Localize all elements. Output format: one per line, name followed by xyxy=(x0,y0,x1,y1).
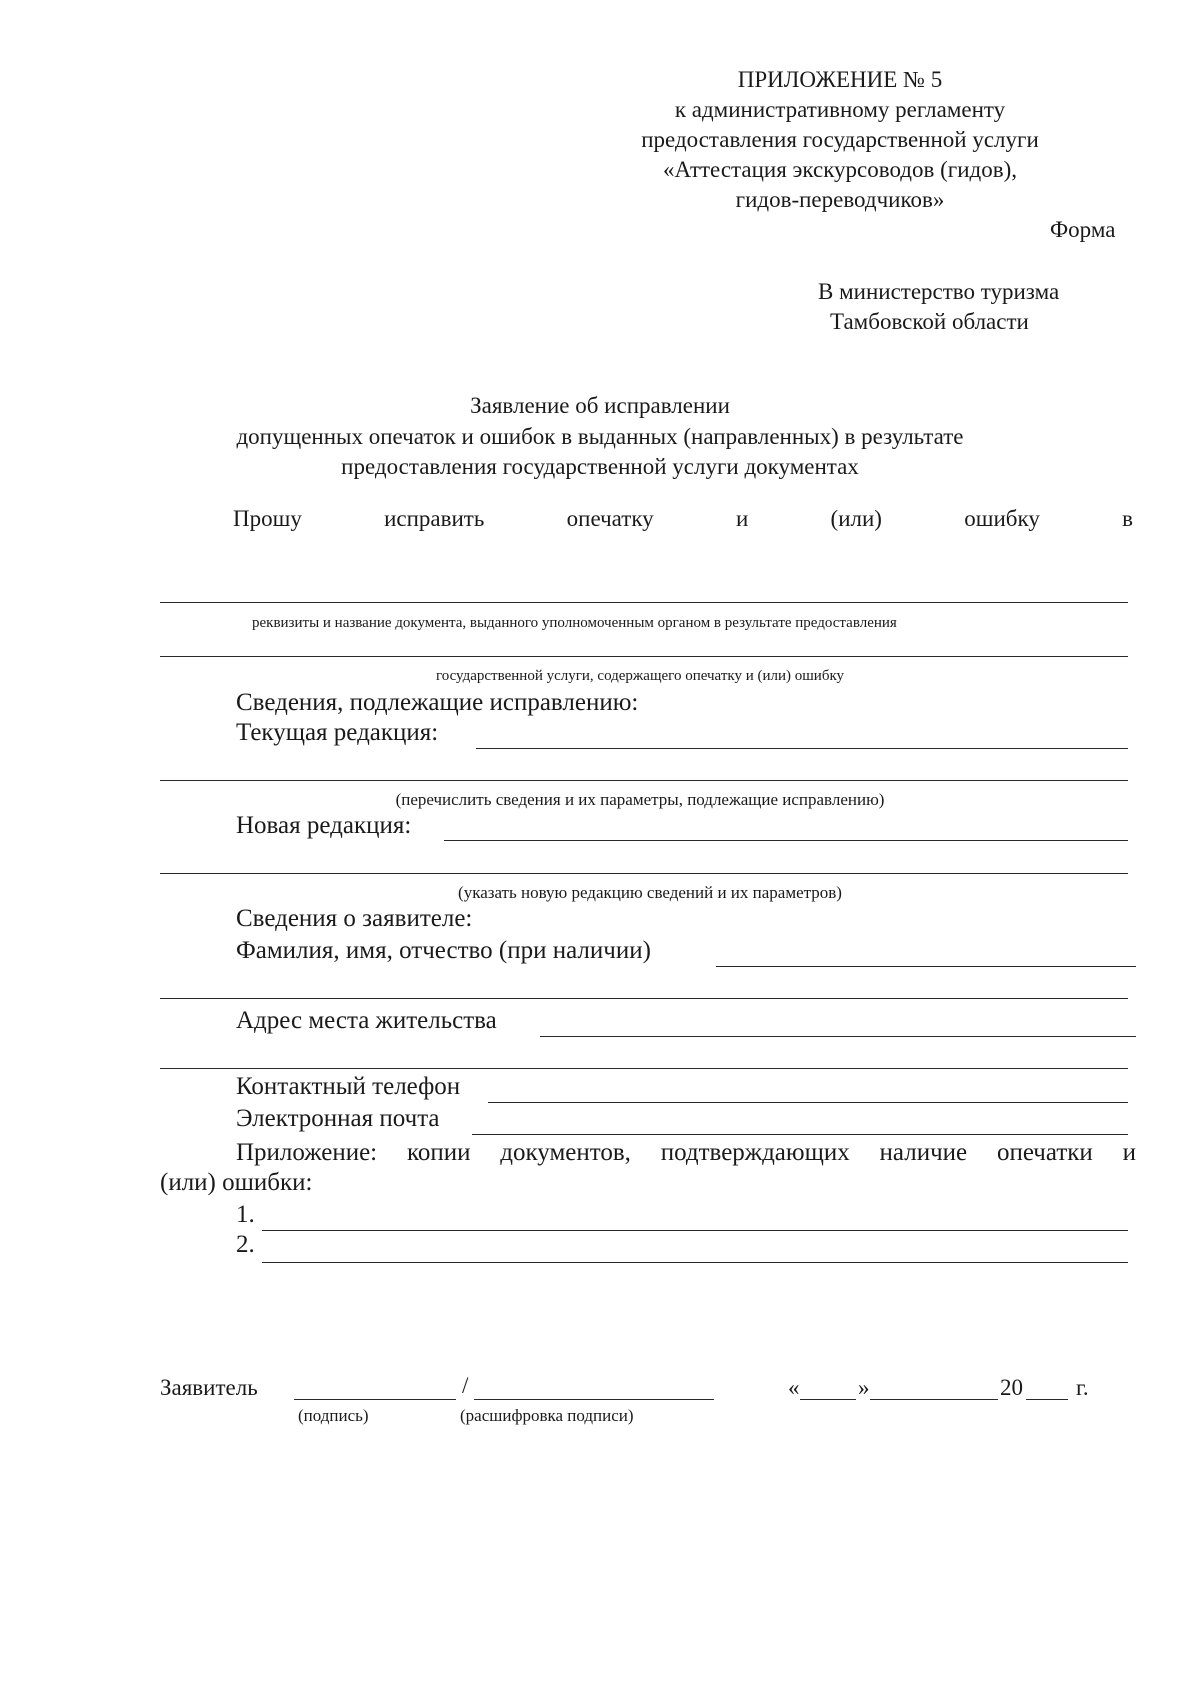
attachment-item-1-number: 1. xyxy=(236,1201,255,1228)
title-line-1: Заявление об исправлении xyxy=(470,393,730,418)
new-edition-label: Новая редакция: xyxy=(236,812,412,839)
date-year-prefix: 20 xyxy=(1000,1375,1023,1400)
fio-line[interactable] xyxy=(716,966,1136,967)
current-edition-label: Текущая редакция: xyxy=(236,719,439,746)
attachment-text: Приложение: копии документов, подтверждающих наличие опечатки и xyxy=(236,1139,1136,1166)
date-quote-close: » xyxy=(858,1375,870,1400)
new-edition-line-2[interactable] xyxy=(160,873,1128,874)
addressee-line-2: Тамбовской области xyxy=(830,309,1029,334)
signature-caption: (подпись) xyxy=(298,1406,369,1425)
request-word: исправить xyxy=(384,506,485,531)
decoding-line[interactable] xyxy=(474,1399,714,1400)
decoding-caption: (расшифровка подписи) xyxy=(460,1406,634,1425)
doc-details-line-1[interactable] xyxy=(160,602,1128,603)
attachment-line-2: (или) ошибки: xyxy=(160,1169,313,1196)
signature-line[interactable] xyxy=(294,1399,456,1400)
new-edition-hint: (указать новую редакцию сведений и их параметров) xyxy=(458,883,842,902)
current-edition-line-2[interactable] xyxy=(160,780,1128,781)
phone-label: Контактный телефон xyxy=(236,1073,461,1100)
title-line-2: допущенных опечаток и ошибок в выданных (направленных) в результате xyxy=(236,424,964,449)
address-line[interactable] xyxy=(540,1036,1136,1037)
request-word: и xyxy=(735,506,749,531)
attachment-item-1-line[interactable] xyxy=(262,1230,1128,1231)
request-word: ошибку xyxy=(964,506,1040,531)
request-word: Прошу xyxy=(233,506,302,531)
applicant-label: Заявитель xyxy=(160,1375,258,1400)
doc-details-caption-2: государственной услуги, содержащего опечатку и (или) ошибку xyxy=(435,668,845,684)
fio-label: Фамилия, имя, отчество (при наличии) xyxy=(236,937,651,964)
fio-line-2[interactable] xyxy=(160,998,1128,999)
addressee-line-1: В министерство туризма xyxy=(818,279,1060,304)
title-line-3: предоставления государственной услуги документах xyxy=(341,454,859,479)
date-quote-open: « xyxy=(788,1375,800,1400)
header-line-4: гидов-переводчиков» xyxy=(735,187,945,212)
doc-details-caption-1: реквизиты и название документа, выданного уполномоченным органом в результате предоставления xyxy=(252,615,897,631)
attachment-item-2-number: 2. xyxy=(236,1231,255,1258)
new-edition-line[interactable] xyxy=(444,840,1128,841)
request-sentence xyxy=(233,505,1133,533)
header-line-2: предоставления государственной услуги xyxy=(641,127,1039,152)
applicant-heading: Сведения о заявителе: xyxy=(236,905,473,932)
date-month-line[interactable] xyxy=(870,1399,998,1400)
request-word: (или) xyxy=(830,506,882,531)
email-line[interactable] xyxy=(472,1134,1128,1135)
request-word: в xyxy=(1122,506,1133,531)
form-label: Форма xyxy=(1050,217,1116,242)
request-word: опечатку xyxy=(566,506,654,531)
date-day-line[interactable] xyxy=(800,1399,856,1400)
date-year-line[interactable] xyxy=(1026,1399,1068,1400)
header-line-3: «Аттестация экскурсоводов (гидов), xyxy=(662,157,1017,182)
phone-line[interactable] xyxy=(488,1102,1128,1103)
attachment-item-2-line[interactable] xyxy=(262,1262,1128,1263)
corrections-heading: Сведения, подлежащие исправлению: xyxy=(236,689,639,716)
doc-details-line-2[interactable] xyxy=(160,656,1128,657)
date-year-suffix: г. xyxy=(1076,1375,1089,1400)
appendix-number: ПРИЛОЖЕНИЕ № 5 xyxy=(737,67,943,92)
email-label: Электронная почта xyxy=(236,1105,440,1132)
current-edition-hint: (перечислить сведения и их параметры, подлежащие исправлению) xyxy=(395,790,885,809)
current-edition-line[interactable] xyxy=(476,748,1128,749)
header-line-1: к административному регламенту xyxy=(674,97,1006,122)
address-line-2[interactable] xyxy=(160,1068,1128,1069)
address-label: Адрес места жительства xyxy=(236,1007,497,1034)
signature-slash: / xyxy=(462,1373,469,1398)
attachment-line-1 xyxy=(236,1138,1136,1168)
